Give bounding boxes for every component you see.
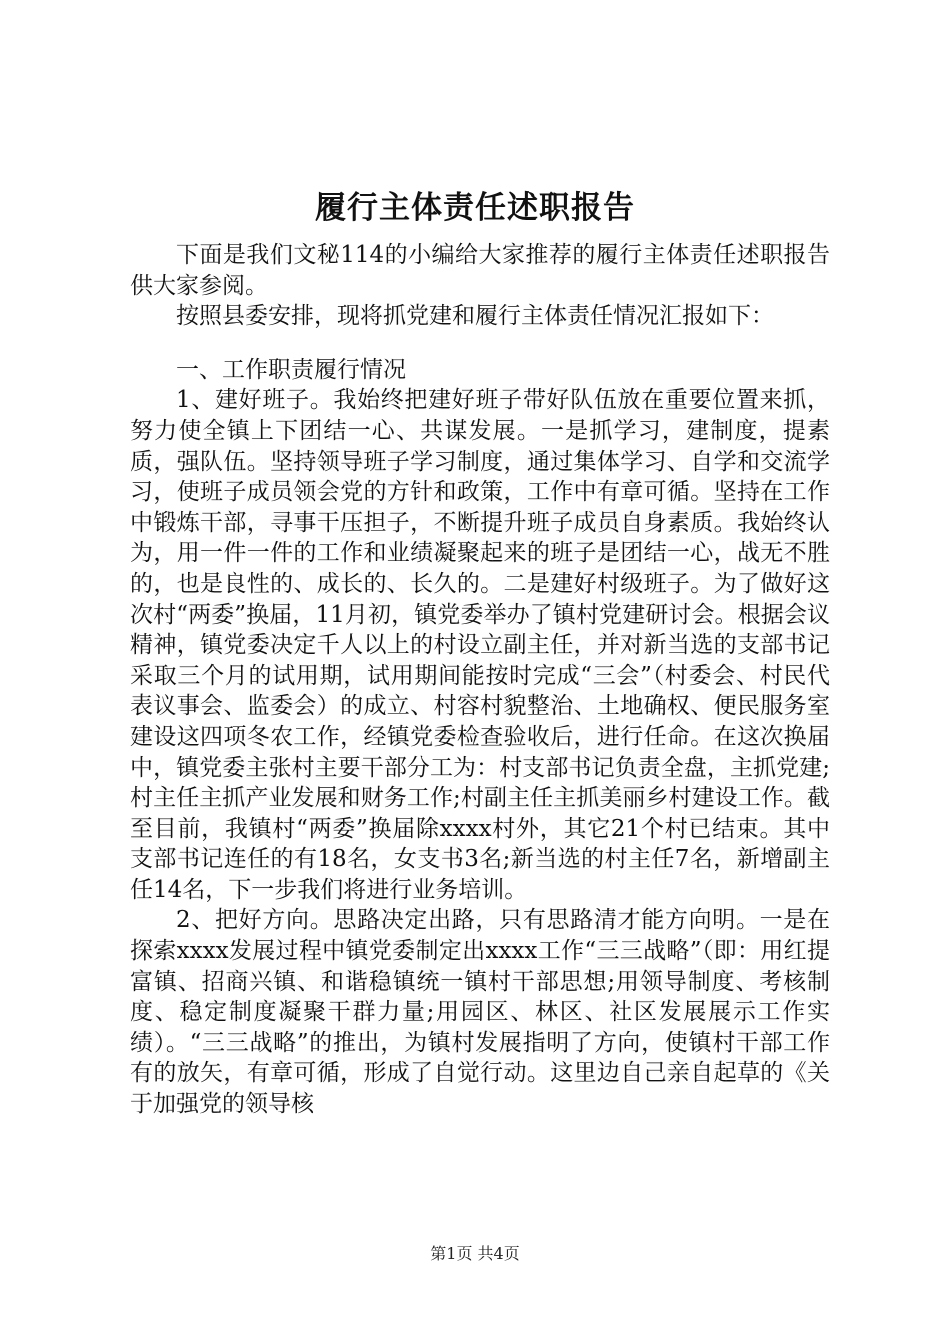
section-heading: 一、工作职责履行情况	[176, 356, 406, 383]
arrangement-paragraph: 按照县委安排，现将抓党建和履行主体责任情况汇报如下：	[176, 303, 774, 330]
document-body	[130, 240, 830, 1120]
document-title: 履行主体责任述职报告	[315, 190, 635, 226]
item-2-paragraph: 2、把好方向。思路决定出路，只有思路清才能方向明。一是在探索xxxx发展过程中镇党委制定出xxxx工作“三三战略”（即：用红提富镇、招商兴镇、和谐稳镇统一镇村干部思想;用领导制度、考核制度、稳定制度凝聚干群力量;用园区、林区、社区发展展示工作实绩）。“三三战略”的推出，为镇村发展指明了方向，使镇村干部工作有的放矢，有章可循，形成了自觉行动。这里边自己亲自起草的《关于加强党的领导核	[130, 907, 830, 1118]
item-1-paragraph: 1、建好班子。我始终把建好班子带好队伍放在重要位置来抓，努力使全镇上下团结一心、共谋发展。一是抓学习，建制度，提素质，强队伍。坚持领导班子学习制度，通过集体学习、自学和交流学习，使班子成员领会党的方针和政策，工作中有章可循。坚持在工作中锻炼干部，寻事干压担子，不断提升班子成员自身素质。我始终认为，用一件一件的工作和业绩凝聚起来的班子是团结一心，战无不胜的，也是良性的、成长的、长久的。二是建好村级班子。为了做好这次村“两委”换届，11月初，镇党委举办了镇村党建研讨会。根据会议精神，镇党委决定千人以上的村设立副主任，并对新当选的支部书记采取三个月的试用期，试用期间能按时完成“三会”（村委会、村民代表议事会、监委会）的成立、村容村貌整治、土地确权、便民服务室建设这四项冬农工作，经镇党委检查验收后，进行任命。在这次换届中，镇党委主张村主要干部分工为：村支部书记负责全盘，主抓党建;村主任主抓产业发展和财务工作;村副主任主抓美丽乡村建设工作。截至目前，我镇村“两委”换届除xxxx村外，其它21个村已结束。其中支部书记连任的有18名，女支书3名;新当选的村主任7名，新增副主任14名，下一步我们将进行业务培训。	[130, 387, 830, 903]
intro-paragraph: 下面是我们文秘114的小编给大家推荐的履行主体责任述职报告供大家参阅。	[130, 242, 830, 299]
page-number-footer: 第1页 共4页	[430, 1244, 520, 1263]
